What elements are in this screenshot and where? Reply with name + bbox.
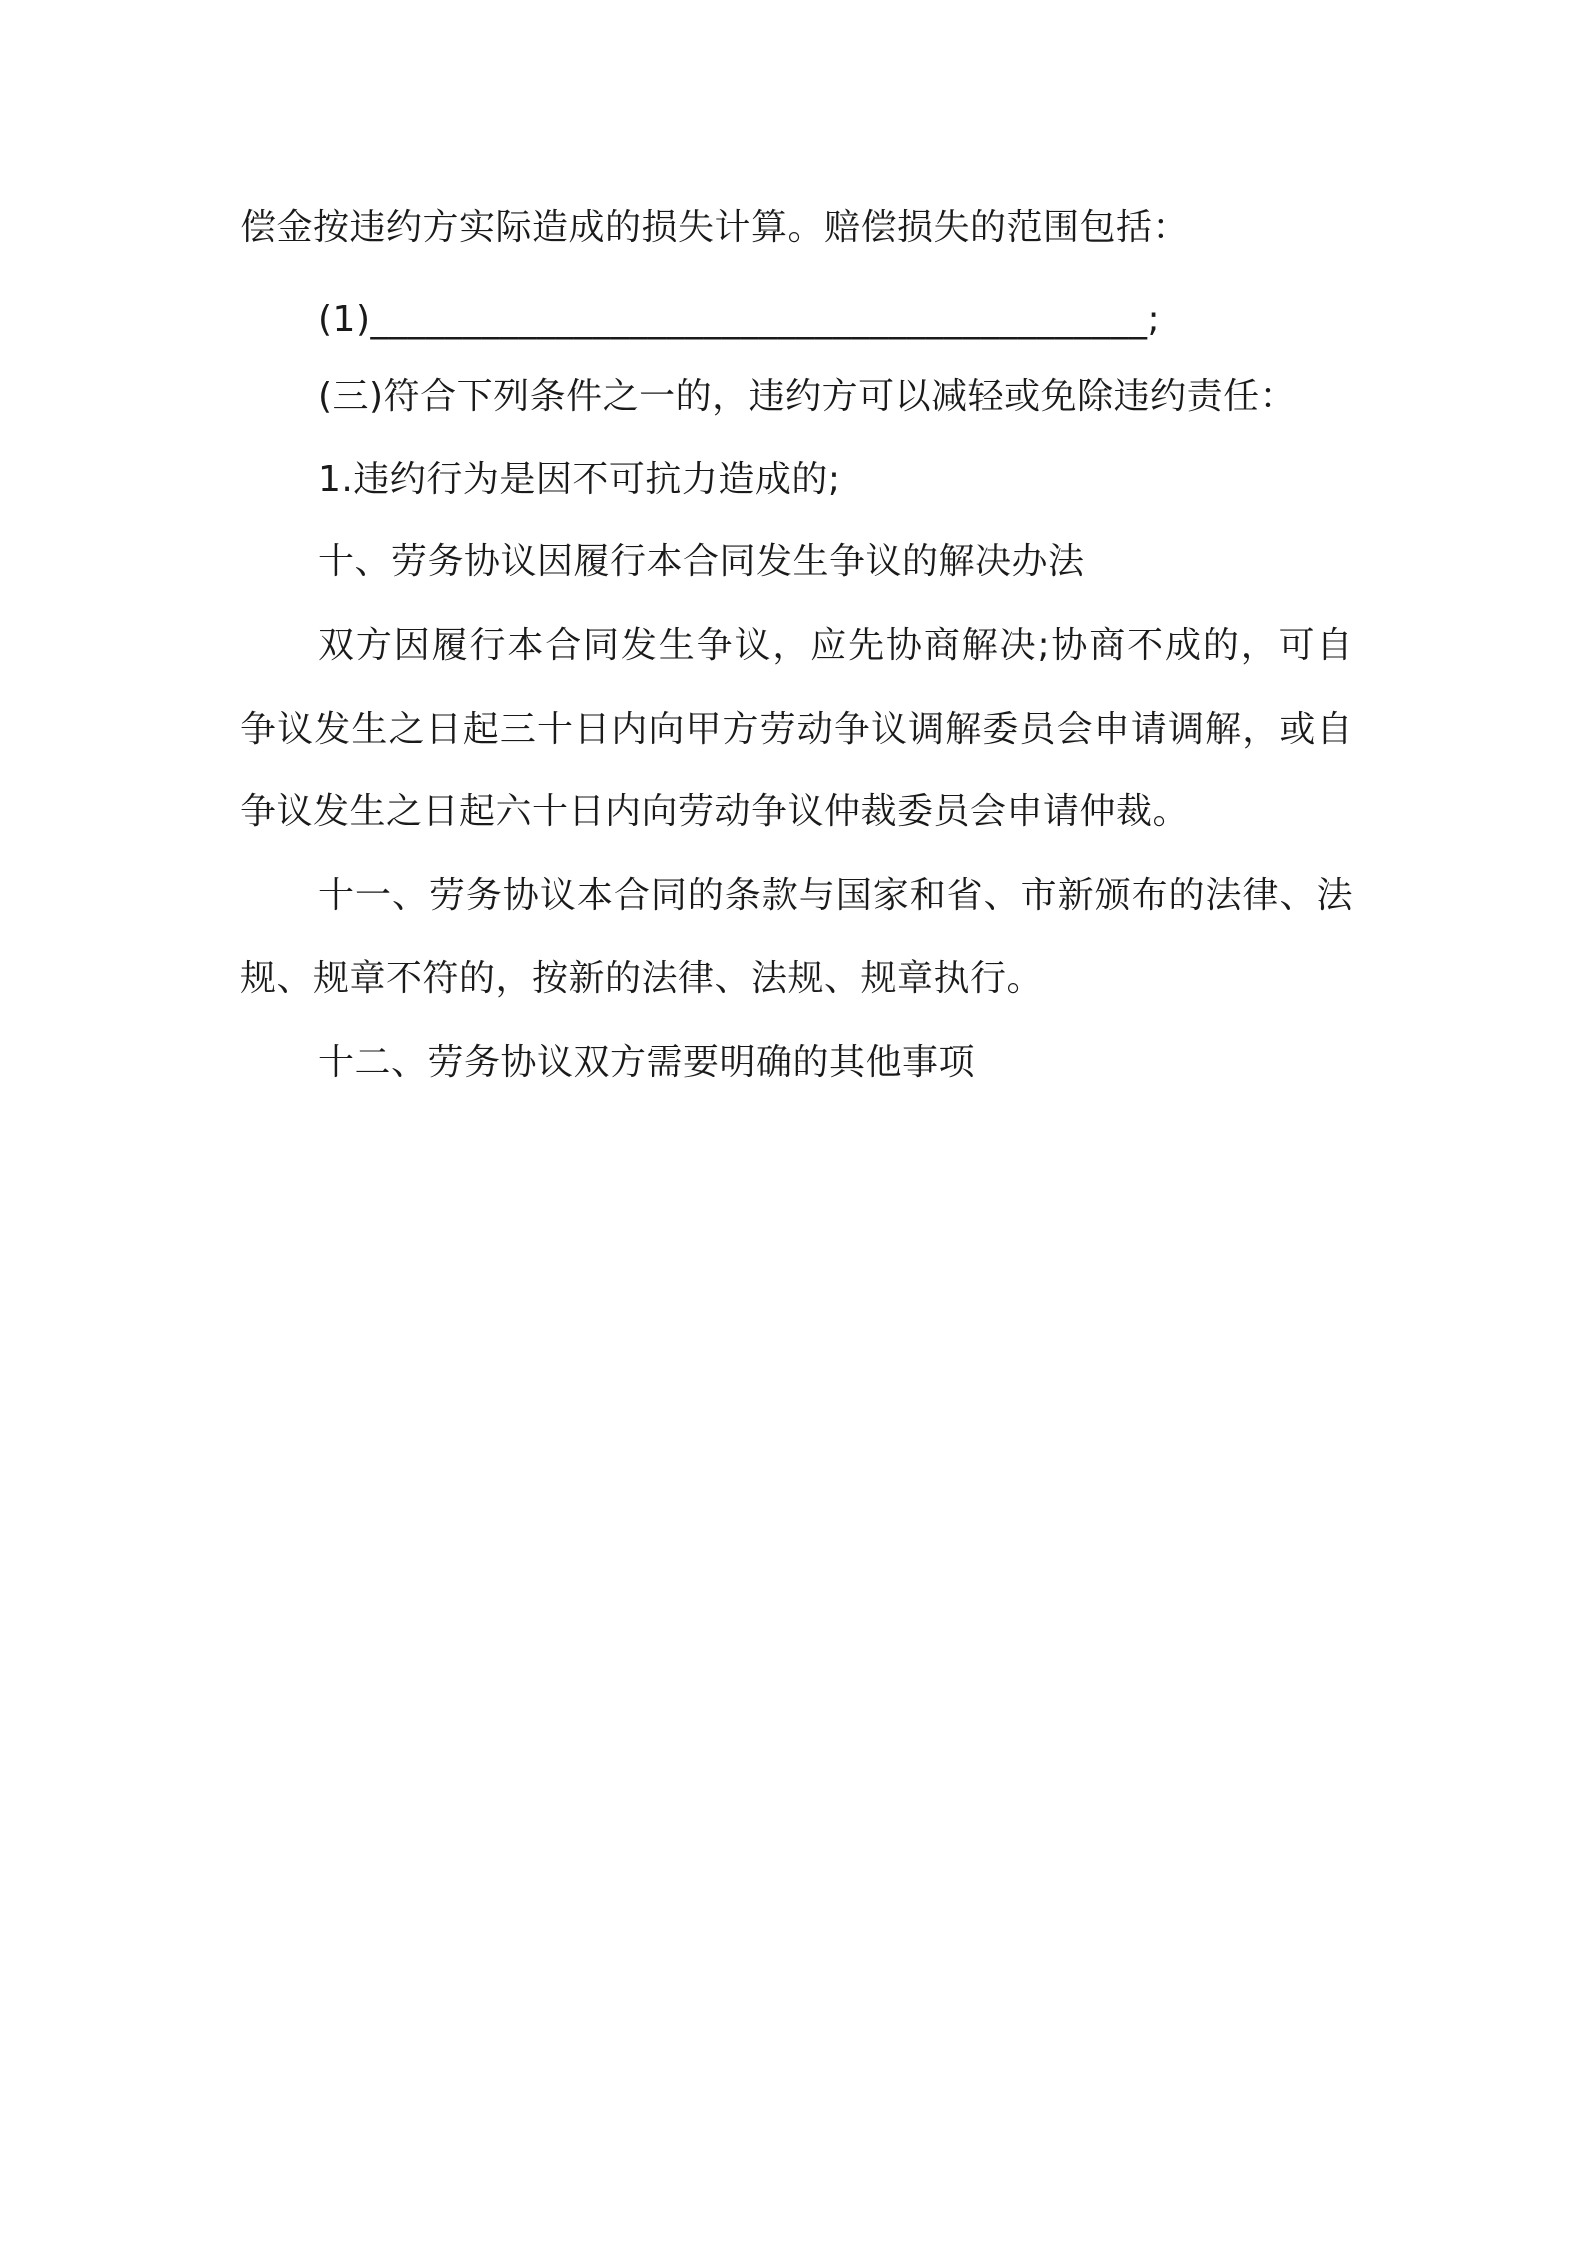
section-11-line-1: 十一、劳务协议本合同的条款与国家和省、市新颁布的法律、法 [318, 875, 1353, 916]
exemption-conditions-heading: (三)符合下列条件之一的，违约方可以减轻或免除违约责任： [318, 376, 1297, 417]
section-11-line-2: 规、规章不符的，按新的法律、法规、规章执行。 [240, 958, 1044, 999]
section-12-heading: 十二、劳务协议双方需要明确的其他事项 [318, 1042, 976, 1083]
dispute-text-line-1: 双方因履行本合同发生争议，应先协商解决;协商不成的，可自 [318, 625, 1353, 666]
force-majeure-item: 1.违约行为是因不可抗力造成的; [318, 459, 841, 500]
section-10-heading: 十、劳务协议因履行本合同发生争议的解决办法 [318, 541, 1085, 582]
compensation-text-line: 偿金按违约方实际造成的损失计算。赔偿损失的范围包括： [240, 207, 1190, 248]
blank-item-1: (1)__________________________________________; [318, 299, 1161, 340]
dispute-text-line-3: 争议发生之日起六十日内向劳动争议仲裁委员会申请仲裁。 [240, 791, 1190, 832]
dispute-text-line-2: 争议发生之日起三十日内向甲方劳动争议调解委员会申请调解，或自 [240, 709, 1353, 750]
